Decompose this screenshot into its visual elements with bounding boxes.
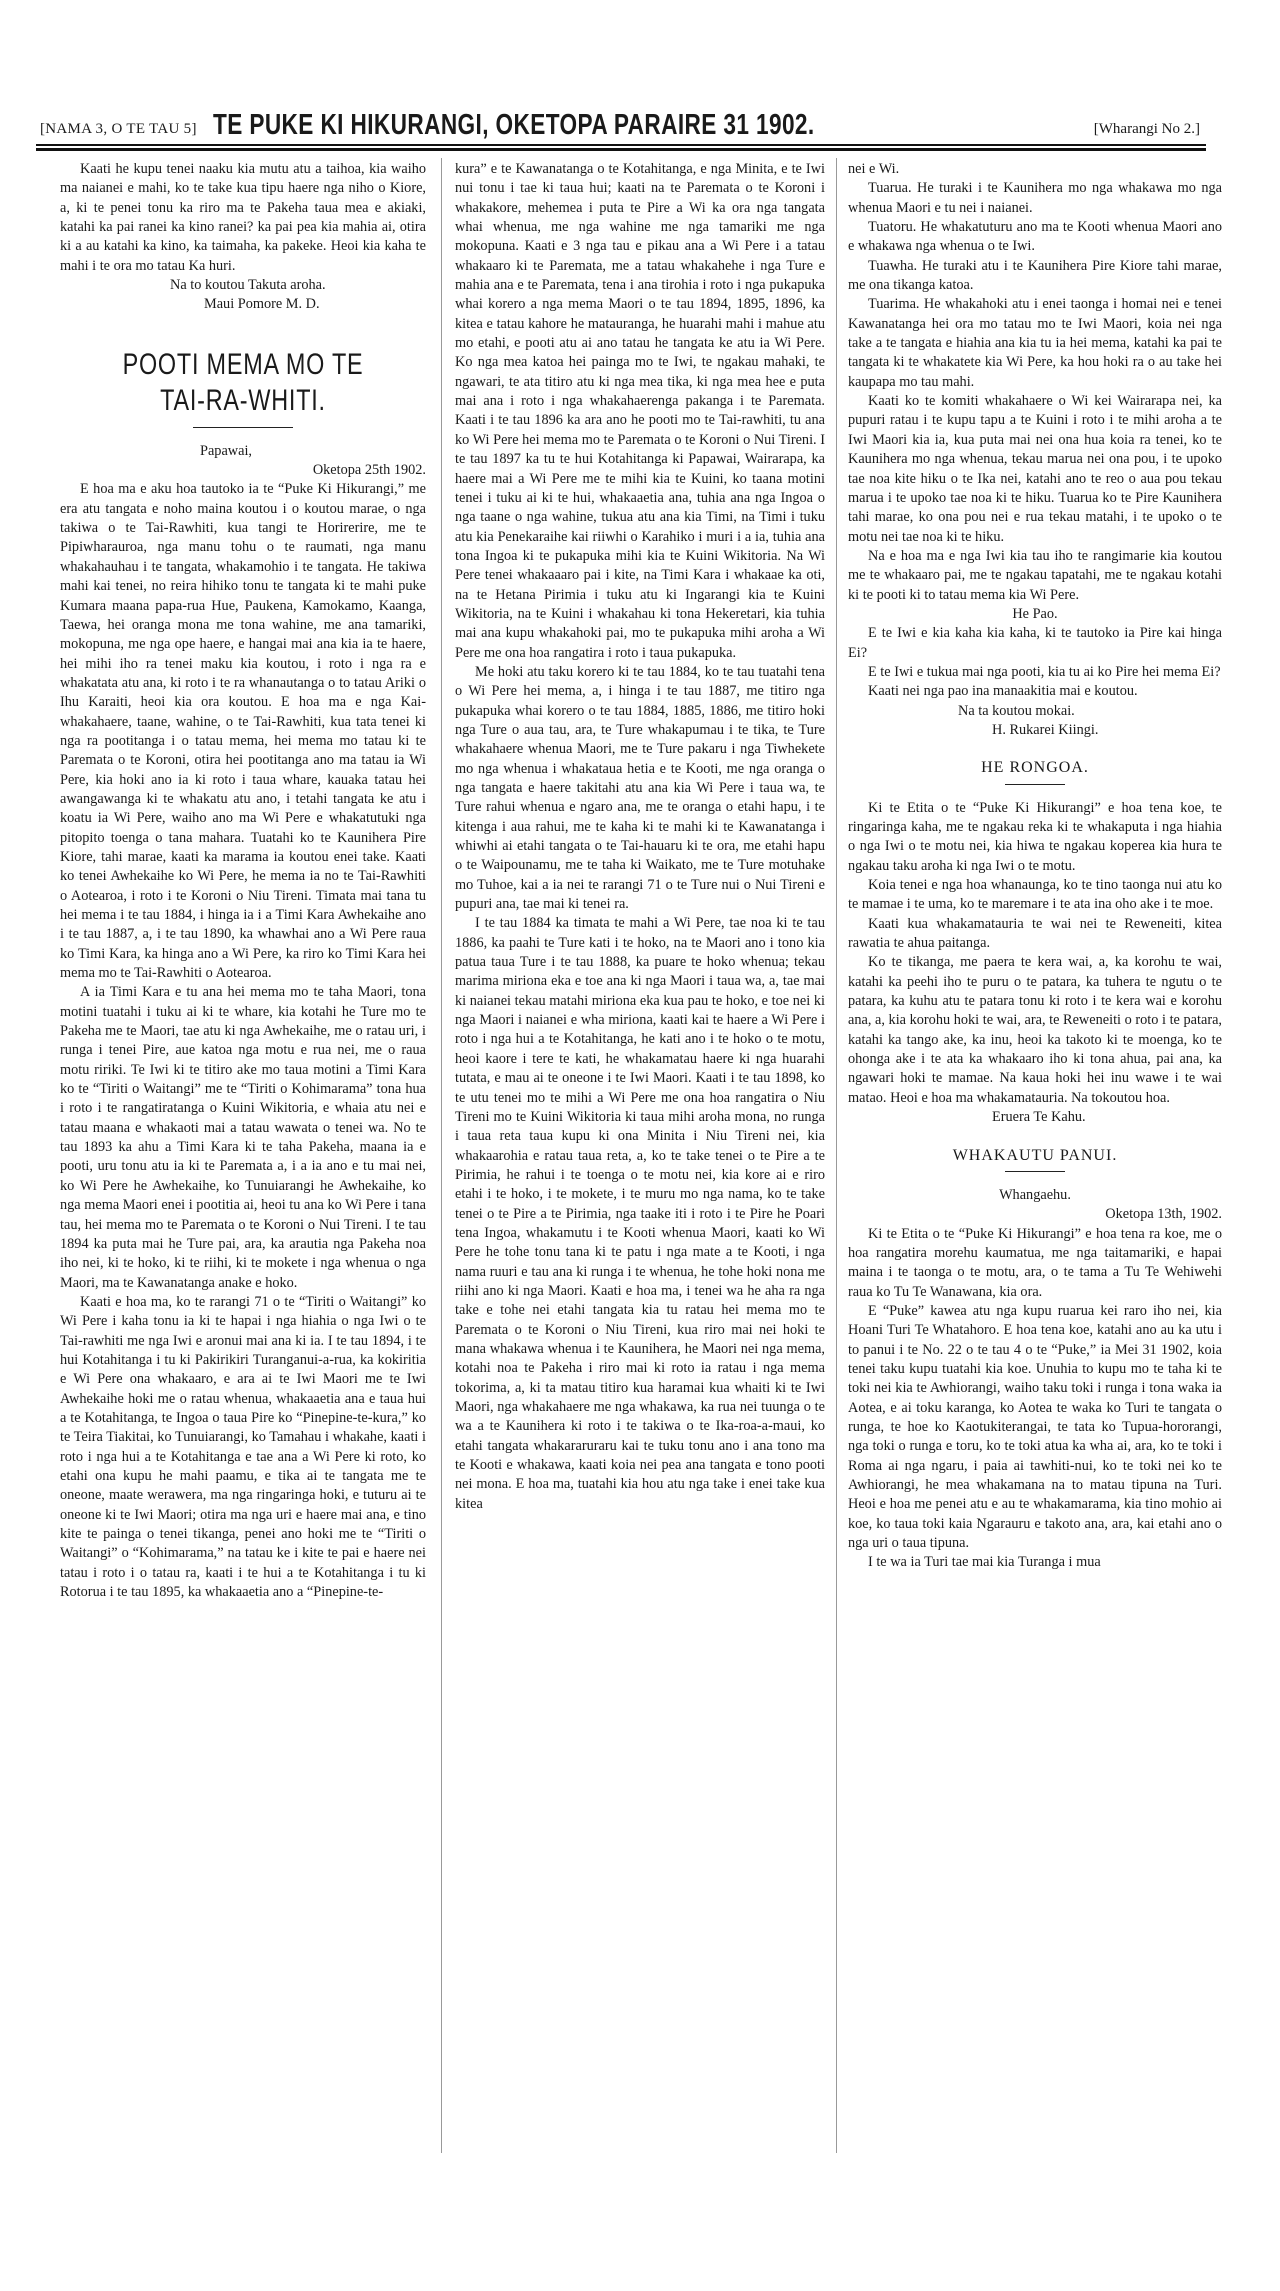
article-paragraph: E te Iwi e tukua mai nga pooti, kia tu ai ko Pire hei mema Ei? [868, 663, 1221, 680]
column-2 [455, 160, 825, 1514]
article-paragraph: Tuarua. He turaki i te Kaunihera mo nga whakawa mo nga whenua Maori e tu nei i naianei. [848, 180, 1222, 216]
article-headline: HE RONGOA. [981, 759, 1089, 777]
article-paragraph: Koia tenei e nga hoa whanaunga, ko te tino taonga nui atu ko te mamae i te uma, ko te maremare i te ata ina oho ake i te moe. [848, 877, 1222, 913]
headline-rule [193, 427, 293, 428]
signoff-line: Na ta koutou mokai. [958, 702, 1075, 719]
signoff-line: Na to koutou Takuta aroha. [170, 277, 326, 294]
article-paragraph: Kaati nei nga pao ina manaakitia mai e koutou. [868, 683, 1138, 700]
article-headline: POOTI MEMA MO TE TAI-RA-WHITI. [122, 347, 364, 417]
article-paragraph: Na e hoa ma e nga Iwi kia tau iho te rangimarie kia koutou me te whakaaro pai, me te ngakau tapatahi, me te ngakau kotahi ki te pooti ki to tatau mema kia Wi Pere. [848, 547, 1222, 603]
dateline-date: Oketopa 25th 1902. [312, 462, 426, 479]
section-subtitle: He Pao. [1012, 605, 1058, 622]
article-paragraph: E “Puke” kawea atu nga kupu ruarua kei raro iho nei, kia Hoani Turi Te Whatahoro. E hoa tena koe, katahi ano au ka utu i to panui i te No. 22 o te tau 4 o te “Puke,” ia Mei 31 1902, koia tenei taku kupu tuatahi kia koe. Unuhia to kupu mo te taha ki te toki nei kia te Awhiorangi, waiho taku toki i runga i tona waka ia Aotea, e ai toku karanga, ko Aotea te waka ko Turi te tangata o runga, te hoe ko Kaotukiterangai, te tata ko Tupua-hororangi, nga toki o runga e toru, ko te toki atua ka wha ai, ara, ko te toki i Roma ai nga ngaru, i paia ai tawhiti-nui, ko te toki nei ko te Awhiorangi, he mea whakamana na to matau tipuna na Turi. Heoi e hoa me penei atu e au te whakamarama, kia tino mohio ai koe, ko taua toki kaia Ngarauru e takoto ana, ara, kai etahi ano o nga uri o taua tipuna. [848, 1302, 1222, 1552]
article-paragraph: E te Iwi e kia kaha kia kaha, ki te tautoko ia Pire kai hinga Ei? [848, 625, 1222, 661]
article-paragraph: Tuarima. He whakahoki atu i enei taonga i homai nei e tenei Kawanatanga hei ora mo tatau mo te Iwi Maori, koia nei nga take a te tangata e hiahia ana kia tu ia hei mema, katahi ka pai te tangata ki te whakatete kia Wi Pere, ka hou hoki ra o au take hei kaupapa mo tau mahi. [848, 296, 1222, 390]
article-paragraph: I te tau 1884 ka timata te mahi a Wi Pere, tae noa ki te tau 1886, ka paahi te Ture kati i te hoko, na te Maori ano i tono kia patua taua Ture i te tau 1888, ka puare te hoko whenua; tekau marima miriona eka e toe ana ki nga Maori i taua wa, a, tae mai ki naianei tekau matahi miriona eka kua pau te hoko, e toe nei ki nga Maori i naianei e wha miriona, kaati kai te haere a Wi Pere i roto i nga hui a te Kotahitanga, he kati ano i te hoko o te motu, heoi kaore i tere te kati, he whakamatau haere ki nga huarahi tutata, e mau ai te oneone i te Iwi Maori. Kaati i te tau 1898, ko te utu tenei mo te mihi a Wi Pere me ona hoa rangatira o Niu Tireni mo te Kuini Wikitoria ki taua mihi aroha mona, no runga i taua reta taua kupu ki ona Minita i Niu Tireni nei, kia whakaarohia e ratau taua reta, a, ko te take tenei o te Pire a te Pirimia, he rahui i te toenga o te motu nei, kia kore ai e riro etahi i te hoko, i te mokete, i te muru mo nga nama, ko te take tenei o te Pire a te Pirimia, nga taake iti i roto i te Pire he Poari tena Ingoa, whakamutu i te Kooti whenua Maori, kaati ko Wi Pere he tohe tonu tana ki te patu i nga mate a te Kooti, i nga nama ruuri e tau ana ki runga i te whenua, he tohe hoki nona me riihi ano ki nga Maori. Kaati e hoa ma, i tenei wa he aha ra nga take e tohe nei etahi tangata kia tu ratau hei mema mo te Paremata o te Koroni o Niu Tireni, kua riro mai nei hoki te mana whakawa whenua i te Kaunihera, he Maori nei nga mema, kotahi noa te Pakeha i riro mai ki roto ia ratau i nga mema tokorima, a, ki ta matau titiro kua haramai kua whaiti ki te Iwi Maori, nga whakahaere me nga whakawa, ka rua nei tuunga o te wa a te Kaunihera ki roto i te takiwa o te Ika-roa-a-maui, ko etahi tangata whakararuraru kai te tuku tonu ano i ana tono ma te Kooti e whakawa, kaati koia nei pea ana tangata e tono pooti nei mona. E hoa ma, tuatahi kia hou atu nga take i enei take kua kitea [455, 915, 825, 1512]
article-paragraph: Kaati e hoa ma, ko te rarangi 71 o te “Tiriti o Waitangi” ko Wi Pere i kaha tonu ia ki te hapai i nga hiahia o nga Iwi o te Tai-rawhiti me nga Iwi e aronui mai ana ki ia. I te tau 1894, i te hui Kotahitanga i tu ki Pakirikiri Turanganui-a-rua, ka kokiritia e Wi Pere ona whakaaro, e ara ai te Iwi Maori me te Iwi Awhekaihe hoki me o ratau whenua, whakaaetia ana e taua hui a te Kotahitanga, te Ingoa o taua Pire ko “Pinepine-te-kura,” ko te Teira Tiakitai, ko Tunuiarangi, ko Tamahau i whakahe, kaati i roto i nga hui a te Kotahitanga e tae ana a Wi Pere ki roto, ko etahi ona kupu he mahi paamu, e tika ai te tangata me te oneone, maate werawera, ma nga ringaringa hoki, e tuturu ai te oneone ki te Iwi Maori; otira ma nga uri e haere mai ana, e tino kite te painga o tenei tikanga, penei ano hoki me te “Tiriti o Waitangi” o “Kohimarama,” na tatau ke i kite te pai e haere nei tatau i roto i o tatau ra, kaati i te hui a te Kotahitanga i tu ki Rotorua i te tau 1895, ka whakaaetia ano a “Pinepine-te- [60, 1293, 426, 1601]
article-headline: WHAKAUTU PANUI. [952, 1146, 1118, 1164]
signature: H. Rukarei Kiingi. [992, 721, 1099, 738]
article-paragraph: Me hoki atu taku korero ki te tau 1884, ko te tau tuatahi tena o Wi Pere hei mema, a, i hinga i te tau 1887, me titiro nga pukapuka whai korero o te tau 1884, 1885, 1886, me titiro hoki nga Ture o aua tau, ara, te Ture whakapumau i te tika, te Ture whakahaere whenua Maori, me te Ture pakaru i nga Tiwhekete mo nga whenua i whakataua hetia e te Kooti, me nga oranga o nga tangata e haere takitahi atu ana kia Wi Pere i taua wa, te Ture rahui whenua e ngaro ana, me te oranga o etahi hapu, i te kitenga i aua rahui, me te kaha ki te mahi ki te Kawanatanga i whiwhi ai etahi tangata o te Tai-hauaru ki te ora, me etahi hapu o te Waipounamu, me te taha ki Waikato, me te Ture motuhake mo Tuhoe, kai a ia nei te rarangi 71 o te Ture nui o Nui Tireni e pupuri ana, tae mai ki tenei ra. [455, 663, 825, 913]
headline-rule [1005, 1171, 1065, 1172]
article-paragraph: Ki te Etita o te “Puke Ki Hikurangi” e hoa tena ra koe, me o hoa rangatira morehu kaumatua, me nga taitamariki, e hapai maina i te taonga o te motu, ara, o te tama a Tu Te Wehiwehi raua ko Tu Te Wanawana, kia ora. [848, 1225, 1222, 1300]
column-divider [441, 158, 442, 2153]
article-paragraph: Kaati kua whakamatauria te wai nei te Reweneiti, kitea rawatia te ahua paitanga. [848, 915, 1222, 952]
article-paragraph: Tuatoru. He whakatuturu ano ma te Kooti whenua Maori ano e whakawa nga whenua o te Iwi. [848, 219, 1222, 255]
masthead-rule-thick [36, 148, 1206, 151]
issue-number: [NAMA 3, O TE TAU 5] [40, 121, 197, 137]
signature: Eruera Te Kahu. [992, 1109, 1086, 1126]
article-paragraph: A ia Timi Kara e tu ana hei mema mo te taha Maori, tona motini tuatahi i tuku ai ki te whare, kia kotahi he Ture mo te Pakeha me te Maori, tae atu ki nga Awhekaihe, me o ratau uri, i runga i tenei Pire, aue katoa nga motu e rua nei, me o raua motu ririki. Te Iwi ki te titiro ake mo taua motini a Timi Kara ko te “Tiriti o Waitangi” me te “Tiriti o Kohimarama” tona hua i roto i te rangatiratanga o Kuini Wikitoria, e whaia atu nei e tatau maana e whakaoti mai a tatau wawata o tenei wa. No te tau 1893 ka ahu a Timi Kara ki te taha Pakeha, maana ia e pooti, uru tonu atu ia ki te Paremata a, i a ia ano e tu mai nei, ko Wi Pere he Awhekaihe, ko Tunuiarangi he Awhekaihe, ko nga mema Maori enei i pootitia ai, heoi tu ana ko Wi Pere i tana tau, hei mema mo te Paremata o te Koroni o Nui Tireni. I te tau 1894 ka puta mai he Ture pai, ara, ka arautia nga Pakeha noa iho nei, ki te hoko, ki te riihi, ki te mokete i nga whenua o nga Maori, ma te Kawanatanga anake e hoko. [60, 984, 426, 1291]
article-paragraph: E hoa ma e aku hoa tautoko ia te “Puke Ki Hikurangi,” me era atu tangata e noho maina koutou i o koutou marae, o nga takiwa o te Tai-Rawhiti, kua tangi te Horirerire, me te Pipiwharauroa, nga manu tohu o te raumati, nga manu whakahauhau i te tangata, whakamohio i te tangata. He takiwa mahi kai tenei, no reira hihiko tonu te tangata ki te mahi puke Kumara maana papa-rua Hue, Paukena, Kamokamo, Kaanga, Taewa, hei oranga mona me tona wahine, me ana tamariki, mokopuna, me nga ope haere, e hangai mai ana kia ia te haere, hei mihi iho ra tenei maku kia koutou, i roto i nga ra e whakatata atu ana, ki roto i te ra whanautanga o to tatau Ariki o Ihu Karaiti, heoi kia ora koutou. E hoa ma e nga Kai-whakahaere, taane, wahine, o te Tai-Rawhiti, kua tata tenei ki nga ra pootitanga i o tatau mema, hei mema mo tatau ki te Paremata o te Koroni, otira hei pootitanga ano ma tatau ia Wi Pere, kia hoki ano ia ki roto i taua whare, kauaka tatau hei awangawanga ki te whakatu atu ano, i tetahi tangata ke atu i koatu ia Wi Pere, waiho ano ma Wi Pere e whakatutuki nga pitopito toenga o tana mahara. Tuatahi ko te Kaunihera Pire Kiore, tahi marae, kaati ka marama ia koutou enei take. Kaati ko tenei Awhekaihe ko Wi Pere, he mema ia no te Tai-Rawhiti o Aotearoa, i roto i te Koroni o Niu Tireni. Timata mai tana tu hei mema i te tau 1884, i hinga ia i a Timi Kara Awhekaihe ano i te tau 1887, a, i te tau 1890, ka whawhai ano a Wi Pere raua ko Timi Kara, ka hinga ano a Wi Pere, ka riro ko Timi Kara hei mema mo te Tai-Rawhiti o Aotearoa. [60, 481, 426, 982]
column-3 [848, 160, 1222, 1573]
article-paragraph: I te wa ia Turi tae mai kia Turanga i mua [868, 1554, 1101, 1571]
dateline-place: Whangaehu. [999, 1186, 1071, 1203]
column-divider [836, 158, 837, 2153]
headline-rule [1005, 784, 1065, 785]
article-paragraph: kura” e te Kawanatanga o te Kotahitanga, e nga Minita, e te Iwi nui tonu i tae ki taua hui; kaati na te Paremata o te Koroni i whakakore, mehemea i puta te Pire a Wi ka ora nga tangata whai whenua, me nga wahine me nga tamariki me nga mokopuna. Kaati e 3 nga tau e pikau ana a Wi Pere i a tatau whakaaro ki te Paremata, me a tatau whakahehe i nga Ture e mahia ana e te Paremata, tena i ana tirohia i roto i nga pukapuka whai korero a nga mema Maori o te tau 1894, 1895, 1896, ka kitea e tatau kahore he matauranga, he huarahi mahi i mahue atu mo etahi, e pooti atu ai ano tatau he tangata ke atu ia Wi Pere. Ko nga mea katoa hei painga mo te Iwi, te ngakau mahaki, te ngawari, te ata titiro atu ki nga mea tika, ki nga mea hee e puta mai ana i roto i nga whakahaerenga pakanga i te Paremata. Kaati i te tau 1896 ka ara ano he pooti mo te Tai-rawhiti, tu ana ko Wi Pere hei mema mo te Paremata o te Koroni o Nui Tireni. I te tau 1897 ka tu te hui Kotahitanga ki Papawai, Wairarapa, ka haere mai a Wi Pere me te mihi kia te Kuini, ko taana motini tenei i tuku ai ki te hui, whakaaetia ana, tuhia ana nga Ingoa o nga taane o nga wahine, tukua atu ana kia Timi, na Timi i tuku atu kia Penekaraihe kai riiwhi o Karahiko i muri i a ia, tuhia ana tona Ingoa ki te pukapuka mihi kia te Kuini Wikitoria. Na Wi Pere tenei whakaaaro pai i kite, na Timi Kara i whakaae ka oti, na te Hetana Pirimia i tuku atu ki Ingarangi kia te Kuini Wikitoria, na te Kuini i whakahau ki tona Hekeretari, kia tuhia mai ana kupu whakahoki pai, mo te pukapuka mihi aroha a Wi Pere me ona hoa rangatira i roto i taua pukapuka. [455, 161, 825, 661]
article-paragraph: Kaati ko te komiti whakahaere o Wi kei Wairarapa nei, ka pupuri ratau i te kupu tapu a te Kuini i roto i te mihi aroha a te Iwi Maori kia ia, kua puta mai nei ona hua koia ra tenei, ko te Kaunihera mo nga whenua, tekau marua nei ona pou, i te upoko tae noa kite hiku o te Ika nei, katahi ano te reo o aua pou tekau marua i te upoko tae noa ki te hiku. Tuarua ko te Pire Kaunihera tahi marae, ko ona pou nei e rua tekau matahi, i te upoko o te motu nei tae noa ki te hiku. [848, 393, 1222, 545]
article-paragraph: Ko te tikanga, me paera te kera wai, a, ka korohu te wai, katahi ka peehi iho te puru o te patara, ka tuhera te ngutu o te patara, ka kuhu atu te patara tonu ki roto i te kera wai e korohu ana, a, kia korohu hoki te wai, ara, te Reweneiti o roto i te patara, katahi ka tango ake, ka inu, heoi ka takoto ki te moenga, ko te ohonga ake i te ata ka whakaaro iho ki tona ahua, pai ana, ka ngawari hoki te mamae. Na kaua hoki hei inu wawe i te wai matao. Heoi e hoa ma whakamatauria. Na tokoutou hoa. [848, 954, 1222, 1106]
dateline-date: Oketopa 13th, 1902. [1105, 1206, 1222, 1223]
article-paragraph: Tuawha. He turaki atu i te Kaunihera Pire Kiore tahi marae, me ona tikanga katoa. [848, 257, 1222, 294]
masthead-rule [36, 144, 1206, 146]
letter-closing-paragraph: Kaati he kupu tenei naaku kia mutu atu a taihoa, kia waiho ma naianei e mahi, ko te take kua tipu haere nga niho o Kiore, a, ki te penei tonu ka riro ma te Pakeha taua mea e akiaki, katahi ka pai ranei ka kino ranei? ka pai pea kia mahia ai, otira ki a au katahi ka kino, ka taimaha, ka pakeke. Heoi kia kaha te mahi i te ora mo tatau Ka huri. [60, 161, 426, 274]
masthead [40, 108, 1220, 142]
article-paragraph: nei e Wi. [848, 161, 900, 177]
column-1 [60, 160, 426, 1602]
article-paragraph: Ki te Etita o te “Puke Ki Hikurangi” e hoa tena koe, te ringaringa kaha, me te ngakau reka ki te whakaputa i nga hiahia o nga Iwi o te motu nei, kia hiwa te ngakau koperea kia hura te ngakau taku aroha ki nga Iwi o te motu. [848, 799, 1222, 874]
newspaper-title: TE PUKE KI HIKURANGI, OKETOPA PARAIRE 31 1902. [212, 109, 815, 141]
page-number: [Wharangi No 2.] [1093, 121, 1200, 137]
signature: Maui Pomore M. D. [204, 296, 320, 313]
dateline-place: Papawai, [200, 442, 253, 459]
